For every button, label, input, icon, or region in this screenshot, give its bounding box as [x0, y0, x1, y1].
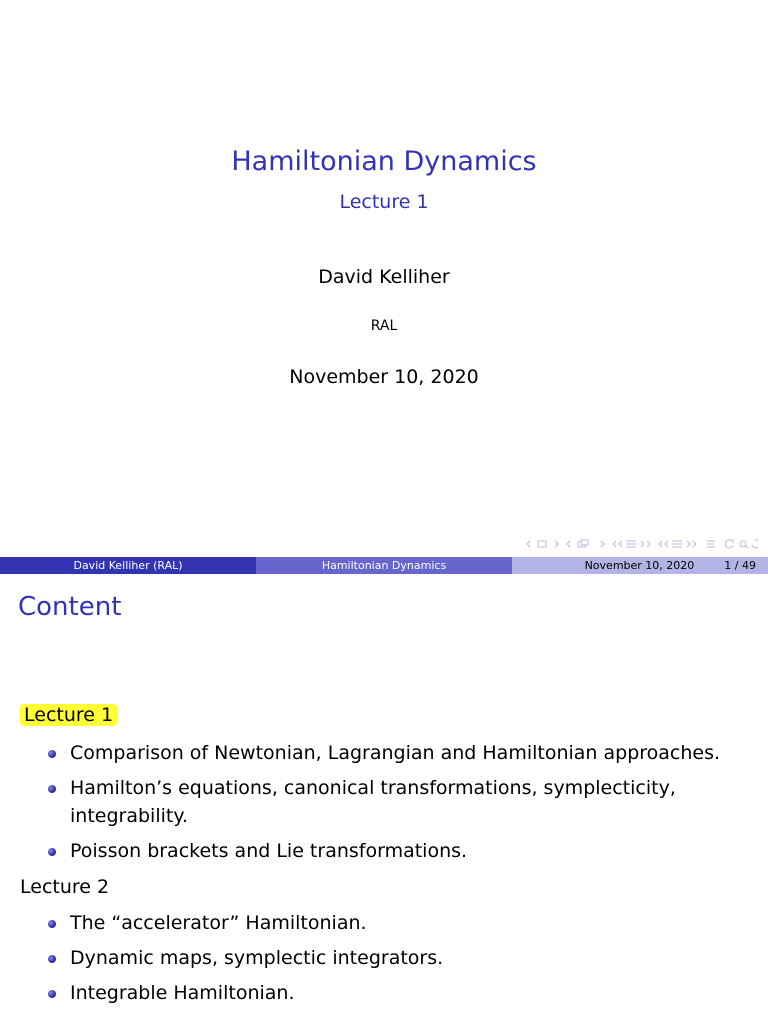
frame-nav-icon[interactable]	[564, 539, 608, 552]
footer-author: David Kelliher (RAL)	[0, 557, 256, 574]
list-item	[48, 774, 748, 830]
frame-title: Content	[18, 592, 122, 622]
list-item-text: Comparison of Newtonian, Lagrangian and Hamiltonian approaches.	[70, 742, 721, 764]
section-nav-icon[interactable]	[656, 539, 700, 552]
subsection-nav-icon[interactable]	[610, 539, 654, 552]
author-name: David Kelliher	[318, 266, 450, 288]
lecture-2-heading	[20, 876, 109, 898]
bullet-icon	[48, 990, 56, 998]
list-item-text: Hamilton’s equations, canonical transformations, symplecticity, integrability.	[70, 777, 676, 827]
presentation-date: November 10, 2020	[289, 366, 479, 388]
slide-nav-icon[interactable]	[524, 539, 562, 552]
list-item	[48, 739, 748, 767]
presentation-title: Hamiltonian Dynamics	[231, 146, 537, 177]
lecture-1-label: Lecture 1	[20, 704, 117, 726]
bullet-icon	[48, 750, 56, 758]
bullet-icon	[48, 955, 56, 963]
lecture-2-label: Lecture 2	[20, 876, 110, 898]
lecture-1-items	[48, 739, 748, 872]
bullet-icon	[48, 920, 56, 928]
doc-nav-icon[interactable]	[702, 539, 720, 552]
bullet-icon	[48, 848, 56, 856]
institute: RAL	[370, 318, 398, 334]
list-item	[48, 837, 748, 865]
footer-title: Hamiltonian Dynamics	[256, 557, 512, 574]
list-item-text: Integrable Hamiltonian.	[70, 982, 295, 1004]
footer-date: November 10, 2020	[584, 559, 695, 572]
content-slide	[0, 576, 768, 1024]
list-item	[48, 979, 748, 1007]
footer-date-block	[512, 557, 768, 574]
list-item	[48, 909, 748, 937]
footline	[0, 557, 768, 574]
lecture-1-heading	[20, 704, 117, 726]
search-zoom-icon[interactable]	[722, 539, 760, 552]
lecture-2-items	[48, 909, 748, 1014]
list-item-text: The “accelerator” Hamiltonian.	[70, 912, 367, 934]
navigation-bar	[524, 538, 760, 552]
bullet-icon	[48, 785, 56, 793]
list-item-text: Poisson brackets and Lie transformations.	[70, 840, 468, 862]
footer-page-number: 1 / 49	[724, 559, 756, 572]
list-item-text: Dynamic maps, symplectic integrators.	[70, 947, 444, 969]
presentation-subtitle: Lecture 1	[339, 191, 429, 213]
list-item	[48, 944, 748, 972]
